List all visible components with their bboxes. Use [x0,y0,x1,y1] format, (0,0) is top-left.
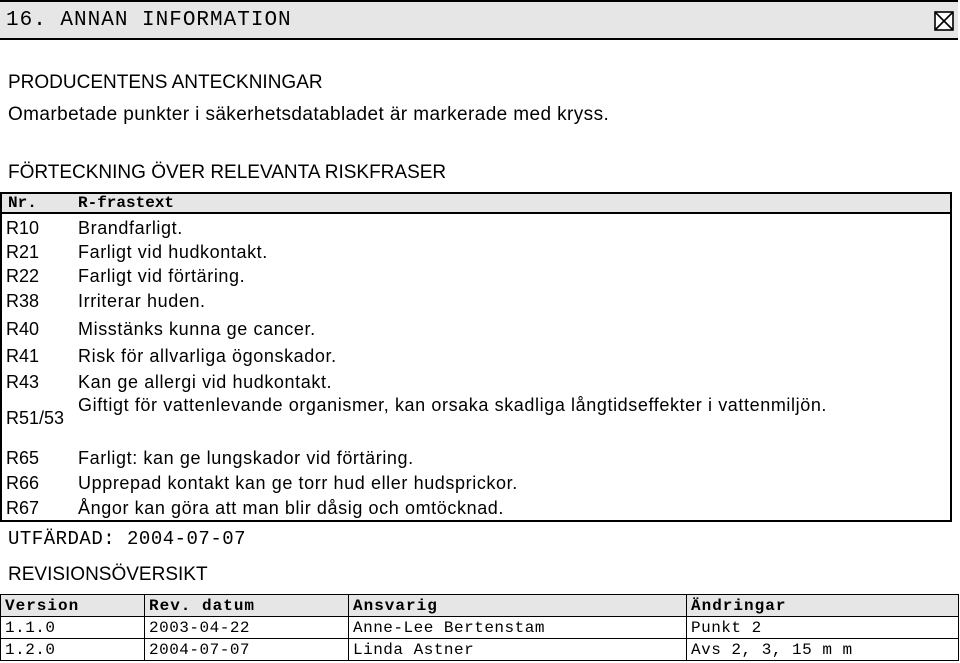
column-header-r-frastext: R-frastext [78,194,175,212]
r-phrase-code: R65 [6,448,40,468]
revision-date: 2003-04-22 [145,617,349,639]
r-phrase-text: Farligt vid förtäring. [78,266,246,286]
r-phrase-text: Farligt vid hudkontakt. [78,242,268,262]
revision-table [0,594,959,661]
section-title: 16. ANNAN INFORMATION [6,9,292,32]
column-header-ansvarig: Ansvarig [349,595,687,617]
table-row [1,617,959,639]
revision-changes: Avs 2, 3, 15 m m [687,639,959,661]
section-header [0,0,958,40]
producer-notes-heading: PRODUCENTENS ANTECKNINGAR [8,72,323,93]
table-row [1,639,959,661]
column-header-nr: Nr. [8,194,37,212]
producer-notes-text: Omarbetade punkter i säkerhetsdatabladet är markerade med kryss. [8,104,610,125]
revision-responsible: Anne-Lee Bertenstam [349,617,687,639]
revision-version: 1.1.0 [1,617,145,639]
column-header-andringar: Ändringar [687,595,959,617]
column-header-rev-datum: Rev. datum [145,595,349,617]
revision-responsible: Linda Astner [349,639,687,661]
r-phrase-code: R22 [6,266,40,286]
revision-version: 1.2.0 [1,639,145,661]
r-phrase-text: Brandfarligt. [78,218,183,238]
r-phrase-text: Upprepad kontakt kan ge torr hud eller hudsprickor. [78,473,518,493]
r-phrase-text: Irriterar huden. [78,291,206,311]
checked-box-icon [934,11,954,31]
revision-heading: REVISIONSÖVERSIKT [8,564,208,585]
r-phrase-code: R41 [6,346,40,366]
r-phrases-table-header [2,194,950,214]
r-phrases-table [0,192,952,522]
column-header-version: Version [1,595,145,617]
revision-table-header [1,595,959,617]
r-phrase-code: R40 [6,319,40,339]
r-phrase-text: Ångor kan göra att man blir dåsig och omtöcknad. [78,498,505,518]
r-phrases-heading: FÖRTECKNING ÖVER RELEVANTA RISKFRASER [8,162,447,183]
r-phrase-text: Farligt: kan ge lungskador vid förtäring. [78,448,414,468]
r-phrase-text: Kan ge allergi vid hudkontakt. [78,372,333,392]
r-phrase-code: R51/53 [6,408,65,428]
r-phrase-code: R10 [6,218,40,238]
r-phrase-text: Risk för allvarliga ögonskador. [78,346,337,366]
r-phrase-code: R43 [6,372,40,392]
r-phrase-code: R21 [6,242,40,262]
revision-changes: Punkt 2 [687,617,959,639]
r-phrase-text: Giftigt för vattenlevande organismer, kan orsaka skadliga långtidseffekter i vattenmiljön. [78,395,828,415]
revision-date: 2004-07-07 [145,639,349,661]
issued-date: UTFÄRDAD: 2004-07-07 [8,528,247,550]
r-phrase-code: R67 [6,498,40,518]
r-phrase-text: Misstänks kunna ge cancer. [78,319,316,339]
r-phrase-code: R38 [6,291,40,311]
r-phrase-code: R66 [6,473,40,493]
